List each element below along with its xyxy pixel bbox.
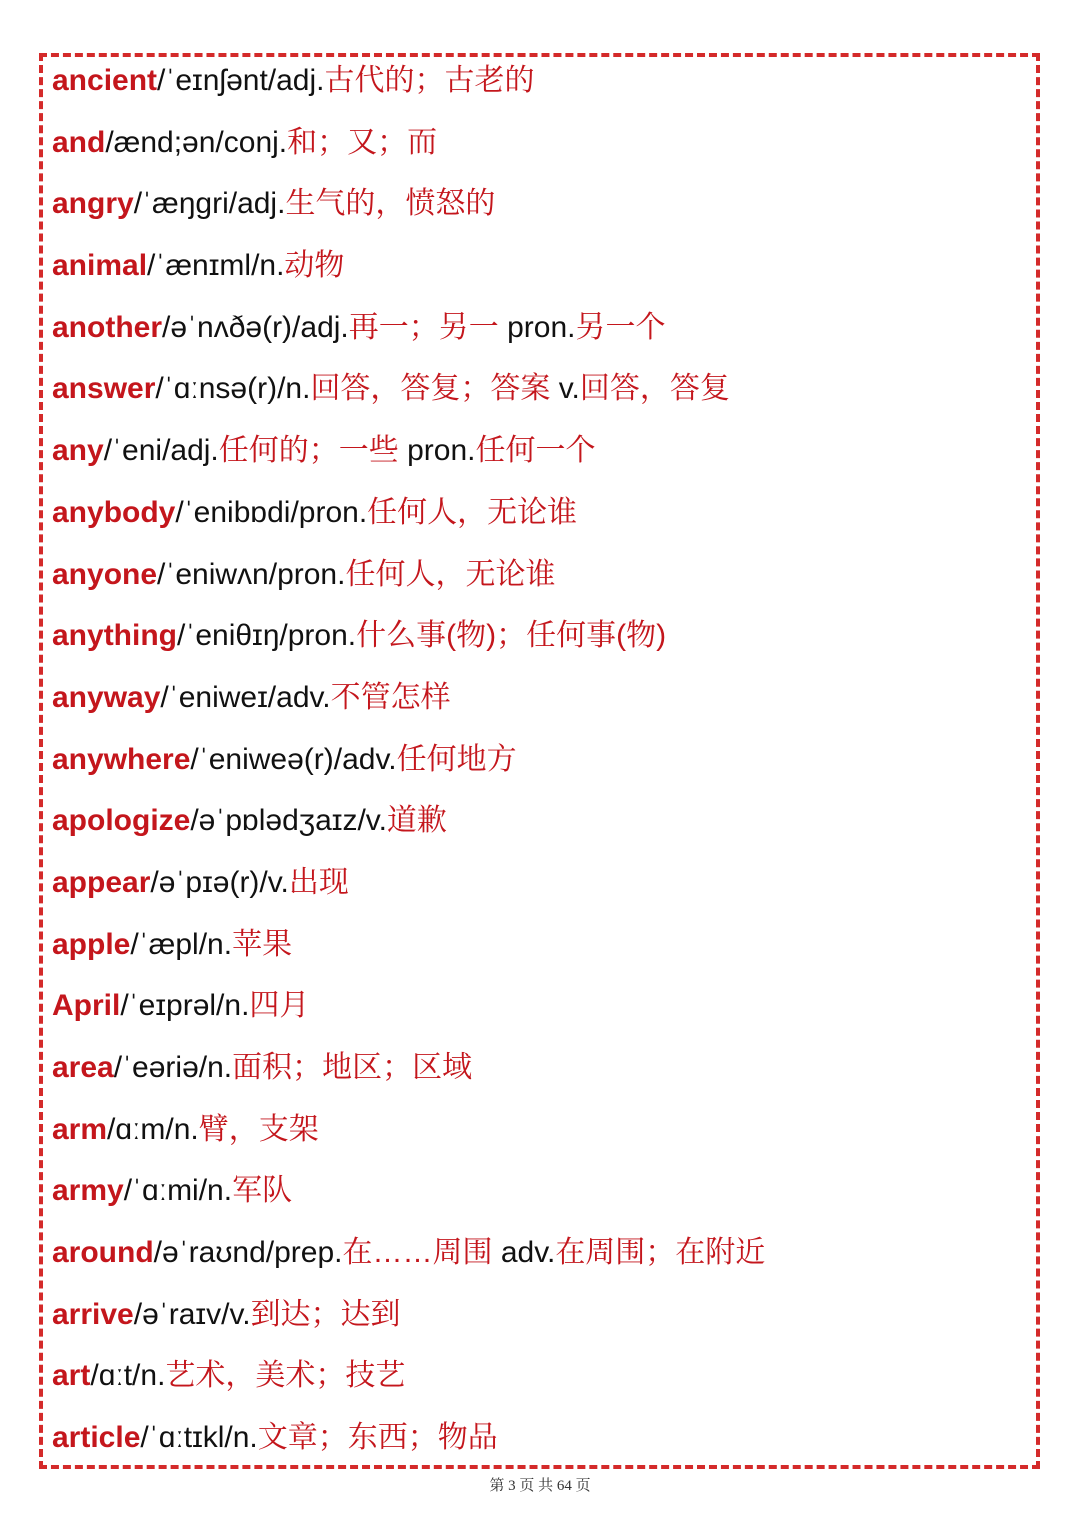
vocab-entry bbox=[52, 1160, 1032, 1222]
headword: apple bbox=[52, 927, 131, 961]
vocab-entry bbox=[52, 790, 1032, 852]
vocab-entry bbox=[52, 729, 1032, 791]
headword: April bbox=[52, 989, 121, 1023]
entry-detail: /ˈæpl/n.苹果 bbox=[130, 927, 293, 961]
vocab-entry bbox=[52, 605, 1032, 667]
vocabulary-list bbox=[52, 50, 1032, 1469]
entry-detail: /ˈɑːnsə(r)/n.回答，答复；答案 v.回答，答复 bbox=[155, 372, 730, 406]
vocab-entry bbox=[52, 420, 1032, 482]
entry-detail: /ˈeni/adj.任何的；一些 pron.任何一个 bbox=[103, 434, 596, 468]
headword: anyway bbox=[52, 680, 161, 714]
entry-detail: /əˈnʌðə(r)/adj.再一；另一 pron.另一个 bbox=[162, 310, 666, 344]
headword: apologize bbox=[52, 804, 191, 838]
headword: anybody bbox=[52, 495, 176, 529]
entry-detail: /əˈraɪv/v.到达；达到 bbox=[133, 1297, 401, 1331]
vocab-entry bbox=[52, 544, 1032, 606]
entry-detail: /ænd;ən/conj.和；又；而 bbox=[105, 125, 438, 159]
headword: anywhere bbox=[52, 742, 191, 776]
vocab-entry bbox=[52, 1284, 1032, 1346]
headword: another bbox=[52, 310, 163, 344]
entry-detail: /ˈeɪnʃənt/adj.古代的；古老的 bbox=[157, 64, 535, 97]
vocab-entry bbox=[52, 1345, 1032, 1407]
vocab-entry bbox=[52, 297, 1032, 359]
vocab-entry bbox=[52, 1099, 1032, 1161]
vocab-entry bbox=[52, 914, 1032, 976]
entry-detail: /əˈpɒlədʒaɪz/v.道歉 bbox=[190, 804, 447, 838]
vocab-entry bbox=[52, 1407, 1032, 1469]
vocab-entry bbox=[52, 50, 1032, 112]
headword: arm bbox=[52, 1112, 108, 1146]
entry-detail: /ˈeniweɪ/adv.不管怎样 bbox=[160, 680, 451, 714]
vocab-entry bbox=[52, 482, 1032, 544]
headword: and bbox=[52, 125, 106, 159]
vocab-entry bbox=[52, 1222, 1032, 1284]
headword: article bbox=[52, 1421, 141, 1455]
headword: army bbox=[52, 1174, 124, 1208]
page-number-footer: 第 3 页 共 64 页 bbox=[489, 1478, 591, 1494]
headword: angry bbox=[52, 187, 134, 221]
entry-detail: /ˈeəriə/n.面积；地区；区域 bbox=[113, 1051, 473, 1084]
vocab-entry bbox=[52, 112, 1032, 174]
vocab-entry bbox=[52, 173, 1032, 235]
vocab-entry bbox=[52, 852, 1032, 914]
vocab-entry bbox=[52, 358, 1032, 420]
vocab-entry bbox=[52, 235, 1032, 297]
headword: area bbox=[52, 1051, 114, 1084]
headword: answer bbox=[52, 372, 156, 406]
headword: ancient bbox=[52, 64, 158, 97]
vocab-entry bbox=[52, 1037, 1032, 1099]
entry-detail: /ˈeniθɪŋ/pron.什么事(物)；任何事(物) bbox=[177, 619, 667, 653]
entry-detail: /ˈɑːtɪkl/n.文章；东西；物品 bbox=[140, 1421, 498, 1455]
headword: any bbox=[52, 434, 104, 468]
vocab-entry bbox=[52, 667, 1032, 729]
headword: art bbox=[52, 1359, 91, 1393]
entry-detail: /ˈænɪml/n.动物 bbox=[147, 249, 345, 283]
entry-detail: /ɑːm/n.臂，支架 bbox=[107, 1112, 319, 1146]
headword: appear bbox=[52, 865, 151, 899]
entry-detail: /əˈraʊnd/prep.在……周围 adv.在周围；在附近 bbox=[153, 1236, 766, 1270]
entry-detail: /əˈpɪə(r)/v.出现 bbox=[150, 865, 349, 899]
entry-detail: /ˈenibɒdi/pron.任何人，无论谁 bbox=[175, 495, 578, 529]
entry-detail: /ɑːt/n.艺术，美术；技艺 bbox=[90, 1359, 406, 1393]
headword: anyone bbox=[52, 557, 158, 591]
entry-detail: /ˈeniwʌn/pron.任何人，无论谁 bbox=[157, 557, 556, 591]
headword: animal bbox=[52, 249, 148, 283]
entry-detail: /ˈɑːmi/n.军队 bbox=[123, 1174, 293, 1208]
headword: arrive bbox=[52, 1297, 134, 1331]
entry-detail: /ˈeɪprəl/n.四月 bbox=[120, 989, 310, 1023]
entry-detail: /ˈeniweə(r)/adv.任何地方 bbox=[190, 742, 517, 776]
entry-detail: /ˈæŋgri/adj.生气的，愤怒的 bbox=[133, 187, 496, 221]
vocab-entry bbox=[52, 975, 1032, 1037]
headword: anything bbox=[52, 619, 177, 653]
headword: around bbox=[52, 1236, 154, 1270]
